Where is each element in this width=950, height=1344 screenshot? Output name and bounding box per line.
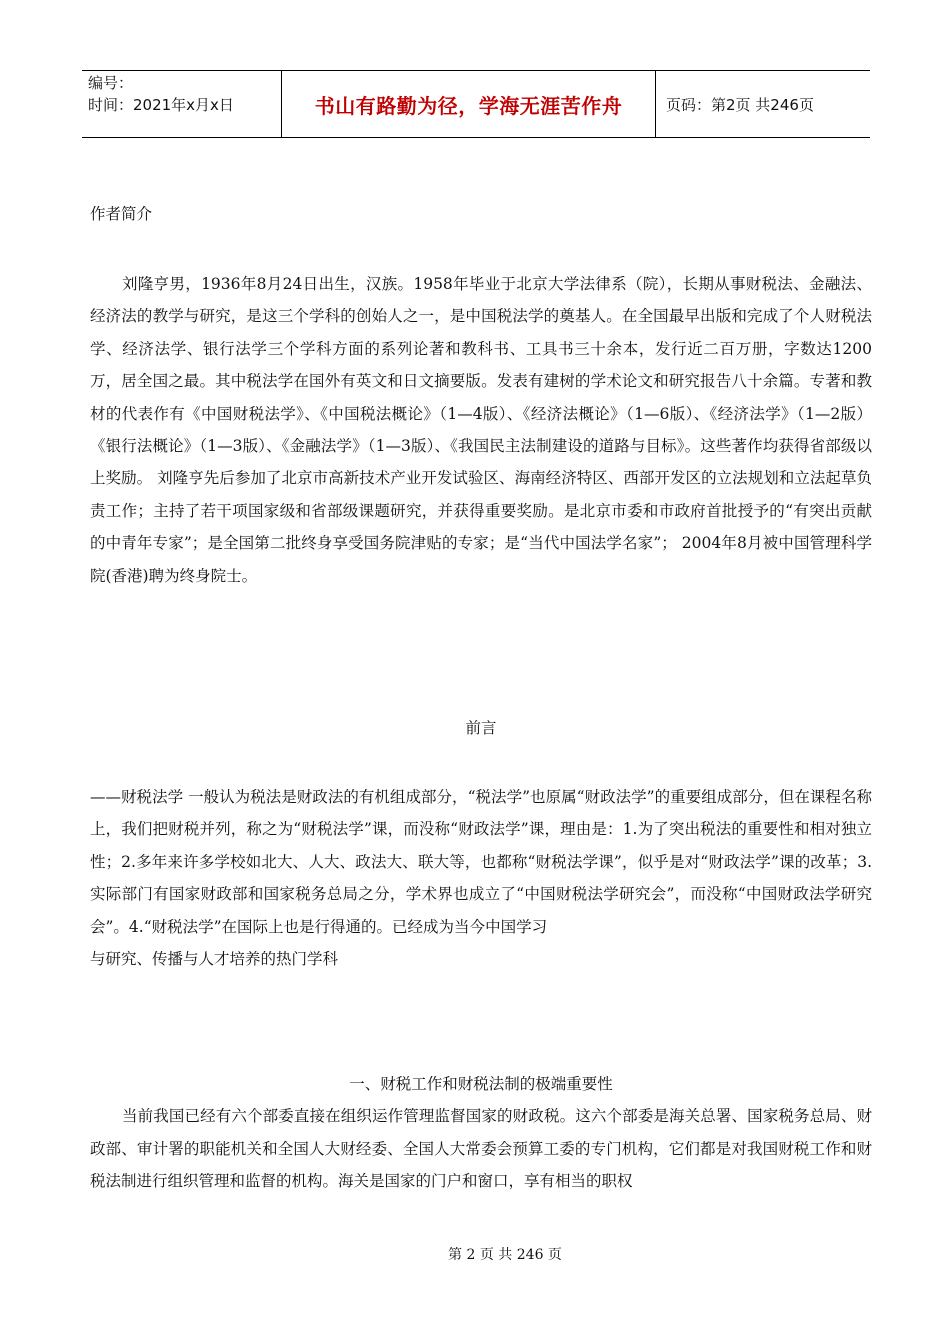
chapter-section: [90, 1068, 872, 1198]
preface-tail: 与研究、传播与人才培养的热门学科: [90, 950, 339, 969]
author-bio-paragraph: 刘隆亨男，1936年8月24日出生，汉族。1958年毕业于北京大学法律系（院），长期从事财税法、金融法、经济法的教学与研究，是这三个学科的创始人之一，是中国税法学的奠基人。在全国最早出版和完成了个人财税法学、经济法学、银行法学三个学科方面的系列论著和教科书、工具书三十余本，发行近二百万册，字数达1200万，居全国之最。其中税法学在国外有英文和日文摘要版。发表有建树的学术论文和研究报告八十余篇。专著和教材的代表作有《中国财税法学》、《中国税法概论》（1—4版）、《经济法概论》（1—6版）、《经济法学》（1—2版）《银行法概论》（1—3版）、《金融法学》（1—3版）、《我国民主法制建设的道路与目标》。这些著作均获得省部级以上奖励。 刘隆亨先后参加了北京市高新技术产业开发试验区、海南经济特区、西部开发区的立法规划和立法起草负责工作；主持了若干项国家级和省部级课题研究，并获得重要奖励。是北京市委和市政府首批授予的“有突出贡献的中青年专家”；是全国第二批终身享受国务院津贴的专家；是“当代中国法学名家”； 2004年8月被中国管理科学院(香港)聘为终身院士。: [90, 275, 872, 585]
preface-paragraph: ——财税法学 一般认为税法是财政法的有机组成部分，“税法学”也原属“财政法学”的重要组成部分，但在课程名称上，我们把财税并列，称之为“财税法学”课，而没称“财政法学”课，理由是：1.为了突出税法的重要性和相对独立性；2.多年来许多学校如北大、人大、政法大、联大等，也都称“财税法学课”，似乎是对“财政法学”课的改革；3.实际部门有国家财政部和国家税务总局之分，学术界也成立了“中国财税法学研究会”，而没称“中国财政法学研究会”。4.“财税法学”在国际上也是行得通的。已经成为当今中国学习: [90, 788, 872, 936]
number-label: 编号：: [88, 74, 134, 92]
header-meta: [82, 71, 282, 137]
author-section: [90, 198, 872, 230]
header-motto: 书山有路勤为径，学海无涯苦作舟: [282, 71, 656, 137]
date-label: 时间：2021年x月x日: [88, 96, 234, 114]
author-heading: 作者简介: [90, 205, 153, 223]
page-header: [82, 70, 870, 138]
preface-heading: 前言: [465, 719, 497, 737]
author-bio-section: [90, 268, 872, 592]
chapter-paragraph: 当前我国已经有六个部委直接在组织运作管理监督国家的财政税。这六个部委是海关总署、国家税务总局、财政部、审计署的职能机关和全国人大财经委、全国人大常委会预算工委的专门机构，它们都是对我国财税工作和财税法制进行组织管理和监督的机构。海关是国家的门户和窗口，享有相当的职权: [90, 1107, 872, 1191]
preface-heading-block: [90, 712, 872, 744]
page-footer: 第 2 页 共 246 页: [448, 1247, 562, 1263]
chapter-heading: 一、财税工作和财税法制的极端重要性: [349, 1075, 613, 1093]
preface-section: [90, 781, 872, 975]
header-page-info: 页码：第2页 共246页: [666, 95, 814, 114]
